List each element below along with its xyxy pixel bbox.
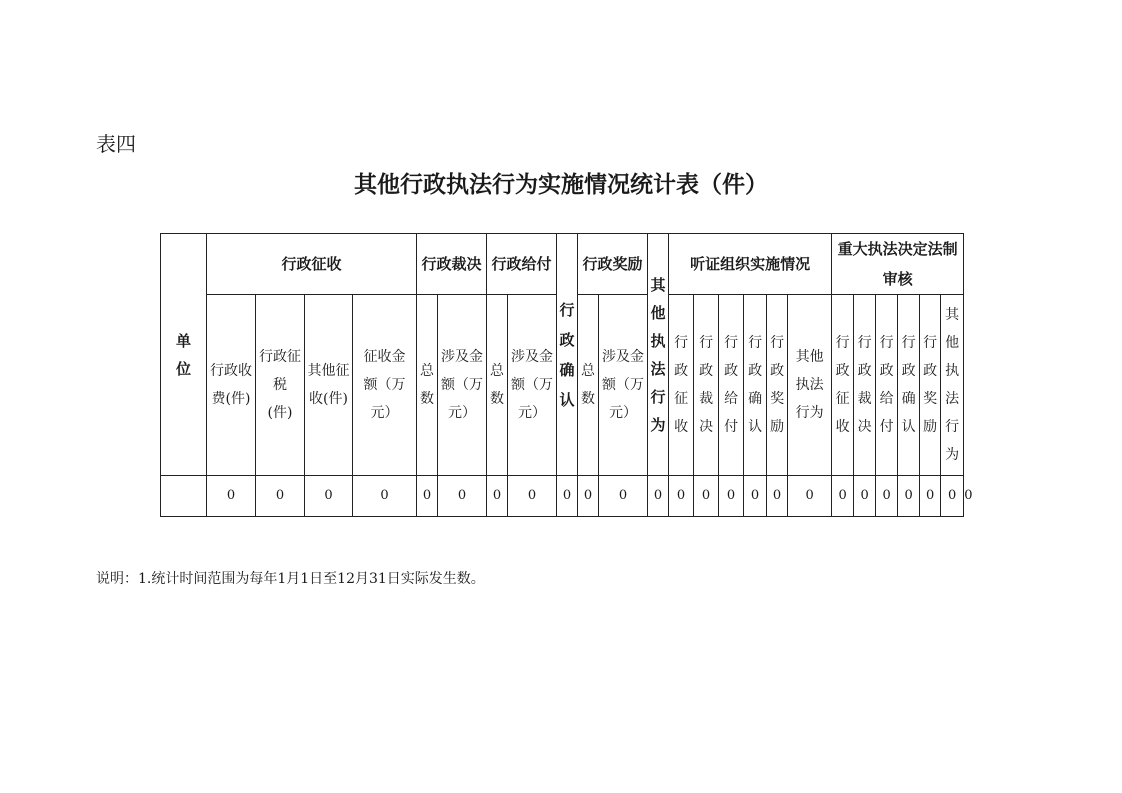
subheader-hearing: 行 政 征 收 [669, 295, 694, 476]
data-cell: 0 [744, 476, 767, 517]
page-title: 其他行政执法行为实施情况统计表（件） [354, 172, 768, 198]
data-unit-cell [161, 476, 207, 517]
subheader-hearing: 其他 执法 行为 [788, 295, 832, 476]
data-cell: 0 [788, 476, 832, 517]
data-cell: 0 [508, 476, 557, 517]
group-legal-review-header: 重大执法决定法制审核 [832, 234, 964, 295]
subheader-hearing: 行 政 奖 励 [767, 295, 788, 476]
subheader-levy: 行政收 费(件) [207, 295, 256, 476]
subheader-hearing: 行 政 裁 决 [694, 295, 719, 476]
data-cell: 0 [920, 476, 941, 517]
group-hearing-header: 听证组织实施情况 [669, 234, 832, 295]
subheader-payment: 总 数 [487, 295, 508, 476]
subheader-reward: 总 数 [578, 295, 599, 476]
subheader-reward: 涉及金 额（万 元） [599, 295, 648, 476]
subheader-payment: 涉及金 额（万 元） [508, 295, 557, 476]
group-other-enforcement-header: 其 他 执 法 行 为 [648, 234, 669, 476]
data-cell: 0 [256, 476, 305, 517]
subheader-levy: 征收金 额（万 元） [353, 295, 417, 476]
subheader-legal-review: 其 他 执 法 行 为 [941, 295, 964, 476]
subheader-legal-review: 行 政 征 收 [832, 295, 854, 476]
subheader-legal-review: 行 政 奖 励 [920, 295, 941, 476]
group-payment-header: 行政给付 [487, 234, 557, 295]
statistics-table: 单 位 行政征收 行政裁决 行政给付 行政 确认 行政奖励 其 他 执 法 行 为 听证组织实施情况 重大执法决定法制审核 行政收 费(件) 行政征 税 (件) 其他征 收(件) 征收金 额（万 元） 总 数 涉及金 额（万 元） 总 数 涉及金 额（万 元） 总 数 涉及金 额（万 元） 行 政 征 收 行 政 裁 决 行 政 给 付 行 政 确 认 行 政 奖 励 其他 执法 行为 行 政 征 收 行 政 裁 决 行 政 给 付 行 政 确 认 行 政 奖 励 其 他 执 法 行 为 0 0 0 0 0 0 0 0 0 0 0 0 0 0 0 0 0 0 0 0 0 0 0 0 0 [160, 233, 964, 517]
data-cell: 0 [557, 476, 578, 517]
data-cell: 0 [578, 476, 599, 517]
subheader-hearing: 行 政 给 付 [719, 295, 744, 476]
subheader-levy: 行政征 税 (件) [256, 295, 305, 476]
group-ruling-header: 行政裁决 [417, 234, 487, 295]
data-cell: 0 [941, 476, 964, 517]
data-cell: 0 [648, 476, 669, 517]
data-cell: 0 [487, 476, 508, 517]
subheader-legal-review: 行 政 确 认 [898, 295, 920, 476]
data-cell: 0 [767, 476, 788, 517]
subheader-hearing: 行 政 确 认 [744, 295, 767, 476]
subheader-ruling: 涉及金 额（万 元） [438, 295, 487, 476]
data-cell: 0 [898, 476, 920, 517]
subheader-levy: 其他征 收(件) [305, 295, 353, 476]
data-cell: 0 [417, 476, 438, 517]
data-cell: 0 [438, 476, 487, 517]
data-cell: 0 [694, 476, 719, 517]
group-confirmation-header: 行政 确认 [557, 234, 578, 476]
data-cell: 0 [305, 476, 353, 517]
table-number-label: 表四 [96, 132, 136, 156]
data-cell: 0 [832, 476, 854, 517]
subheader-ruling: 总 数 [417, 295, 438, 476]
subheader-legal-review: 行 政 裁 决 [854, 295, 876, 476]
unit-header: 单 位 [161, 234, 207, 476]
data-cell: 0 [719, 476, 744, 517]
footnote: 说明：1.统计时间范围为每年1月1日至12月31日实际发生数。 [96, 571, 485, 587]
data-cell: 0 [207, 476, 256, 517]
data-cell: 0 [599, 476, 648, 517]
group-levy-header: 行政征收 [207, 234, 417, 295]
group-reward-header: 行政奖励 [578, 234, 648, 295]
data-cell: 0 [669, 476, 694, 517]
data-cell: 0 [876, 476, 898, 517]
data-cell: 0 [854, 476, 876, 517]
subheader-legal-review: 行 政 给 付 [876, 295, 898, 476]
data-cell: 0 [353, 476, 417, 517]
